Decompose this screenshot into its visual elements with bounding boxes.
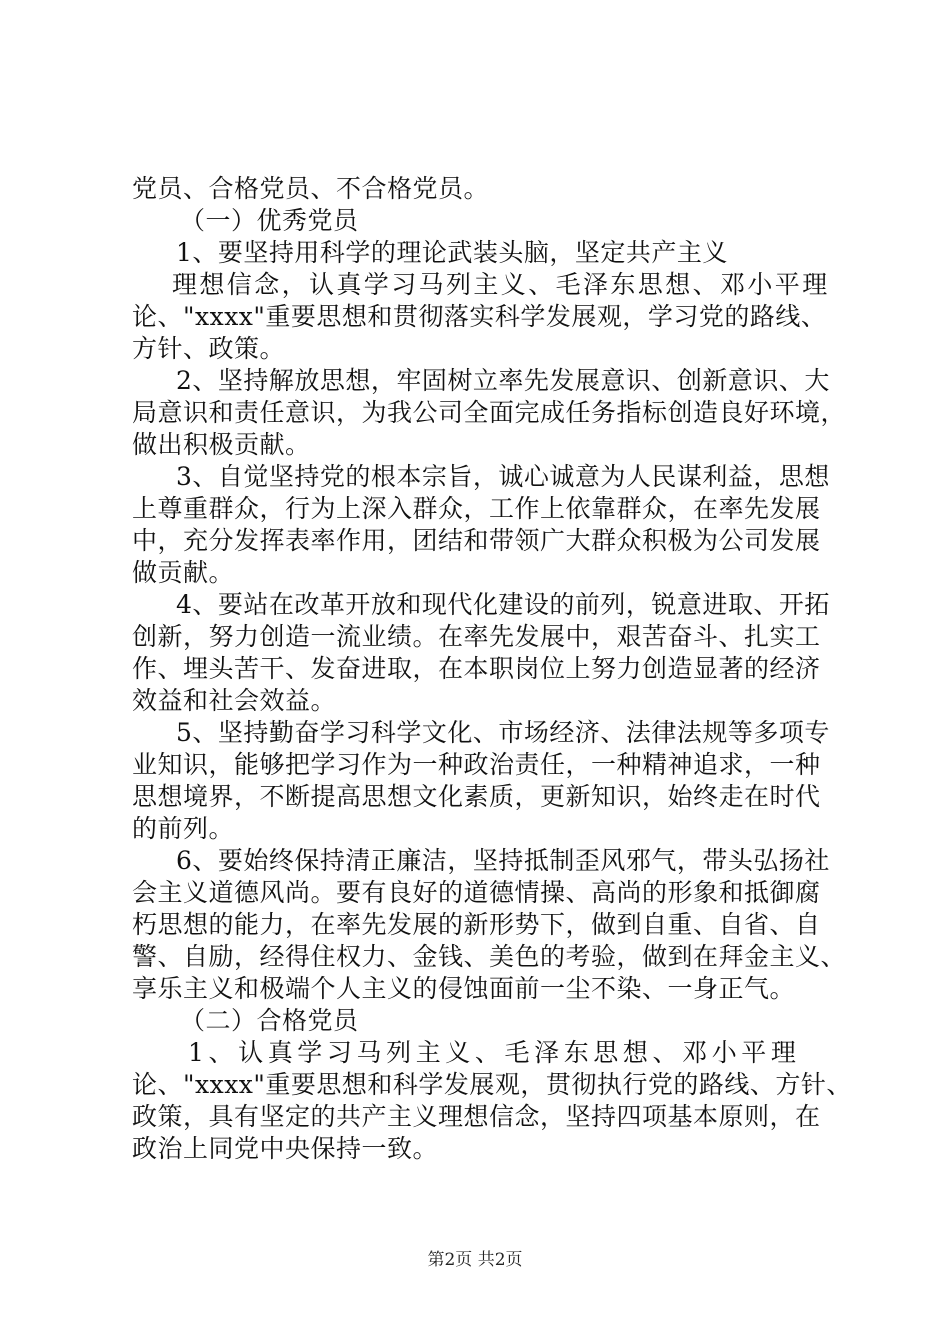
text-line: 上尊重群众，行为上深入群众，工作上依靠群众，在率先发展 [132,494,821,523]
text-line: 4、要站在改革开放和现代化建设的前列，锐意进取、开拓 [176,590,830,619]
text-line: 3、自觉坚持党的根本宗旨，诚心诚意为人民谋利益，思想 [176,462,830,491]
section-heading: （一）优秀党员 [180,206,359,235]
text-line: 论、"xxxx"重要思想和科学发展观，贯彻执行党的路线、方针、 [132,1070,852,1099]
text-line: 2、坚持解放思想，牢固树立率先发展意识、创新意识、大 [176,366,830,395]
text-line: 享乐主义和极端个人主义的侵蚀面前一尘不染、一身正气。 [132,974,796,1003]
text-line: 政治上同党中央保持一致。 [132,1134,439,1163]
text-line: 5、坚持勤奋学习科学文化、市场经济、法律法规等多项专 [176,718,830,747]
text-line: 1、要坚持用科学的理论武装头脑，坚定共产主义 [176,238,728,267]
text-line: 效益和社会效益。 [132,686,337,715]
text-line: 中，充分发挥表率作用，团结和带领广大群众积极为公司发展 [132,526,821,555]
text-line: 业知识，能够把学习作为一种政治责任，一种精神追求，一种 [132,750,821,779]
text-line: 思想境界，不断提高思想文化素质，更新知识，始终走在时代 [132,782,821,811]
text-line: 的前列。 [132,814,235,843]
text-line: 方针、政策。 [132,334,286,363]
text-line: 政策，具有坚定的共产主义理想信念，坚持四项基本原则，在 [132,1102,821,1131]
text-line: 做贡献。 [132,558,235,587]
text-line: 党员、合格党员、不合格党员。 [132,174,490,203]
page-number-footer: 第2页 共2页 [427,1250,523,1270]
text-line: 朽思想的能力，在率先发展的新形势下，做到自重、自省、自 [132,910,821,939]
text-line: 会主义道德风尚。要有良好的道德情操、高尚的形象和抵御腐 [132,878,821,907]
text-line: 作、埋头苦干、发奋进取，在本职岗位上努力创造显著的经济 [132,654,821,683]
text-line: 做出积极贡献。 [132,430,311,459]
text-line: 警、自励，经得住权力、金钱、美色的考验，做到在拜金主义、 [132,942,847,971]
section-heading: （二）合格党员 [180,1006,359,1035]
text-line: 创新，努力创造一流业绩。在率先发展中，艰苦奋斗、扎实工 [132,622,821,651]
text-line: 1、认真学习马列主义、毛泽东思想、邓小平理 [188,1038,801,1067]
text-line: 局意识和责任意识，为我公司全面完成任务指标创造良好环境， [132,398,847,427]
text-line: 论、"xxxx"重要思想和贯彻落实科学发展观，学习党的路线、 [132,302,827,331]
text-line: 理想信念，认真学习马列主义、毛泽东思想、邓小平理 [172,270,830,299]
text-line: 6、要始终保持清正廉洁，坚持抵制歪风邪气，带头弘扬社 [176,846,830,875]
